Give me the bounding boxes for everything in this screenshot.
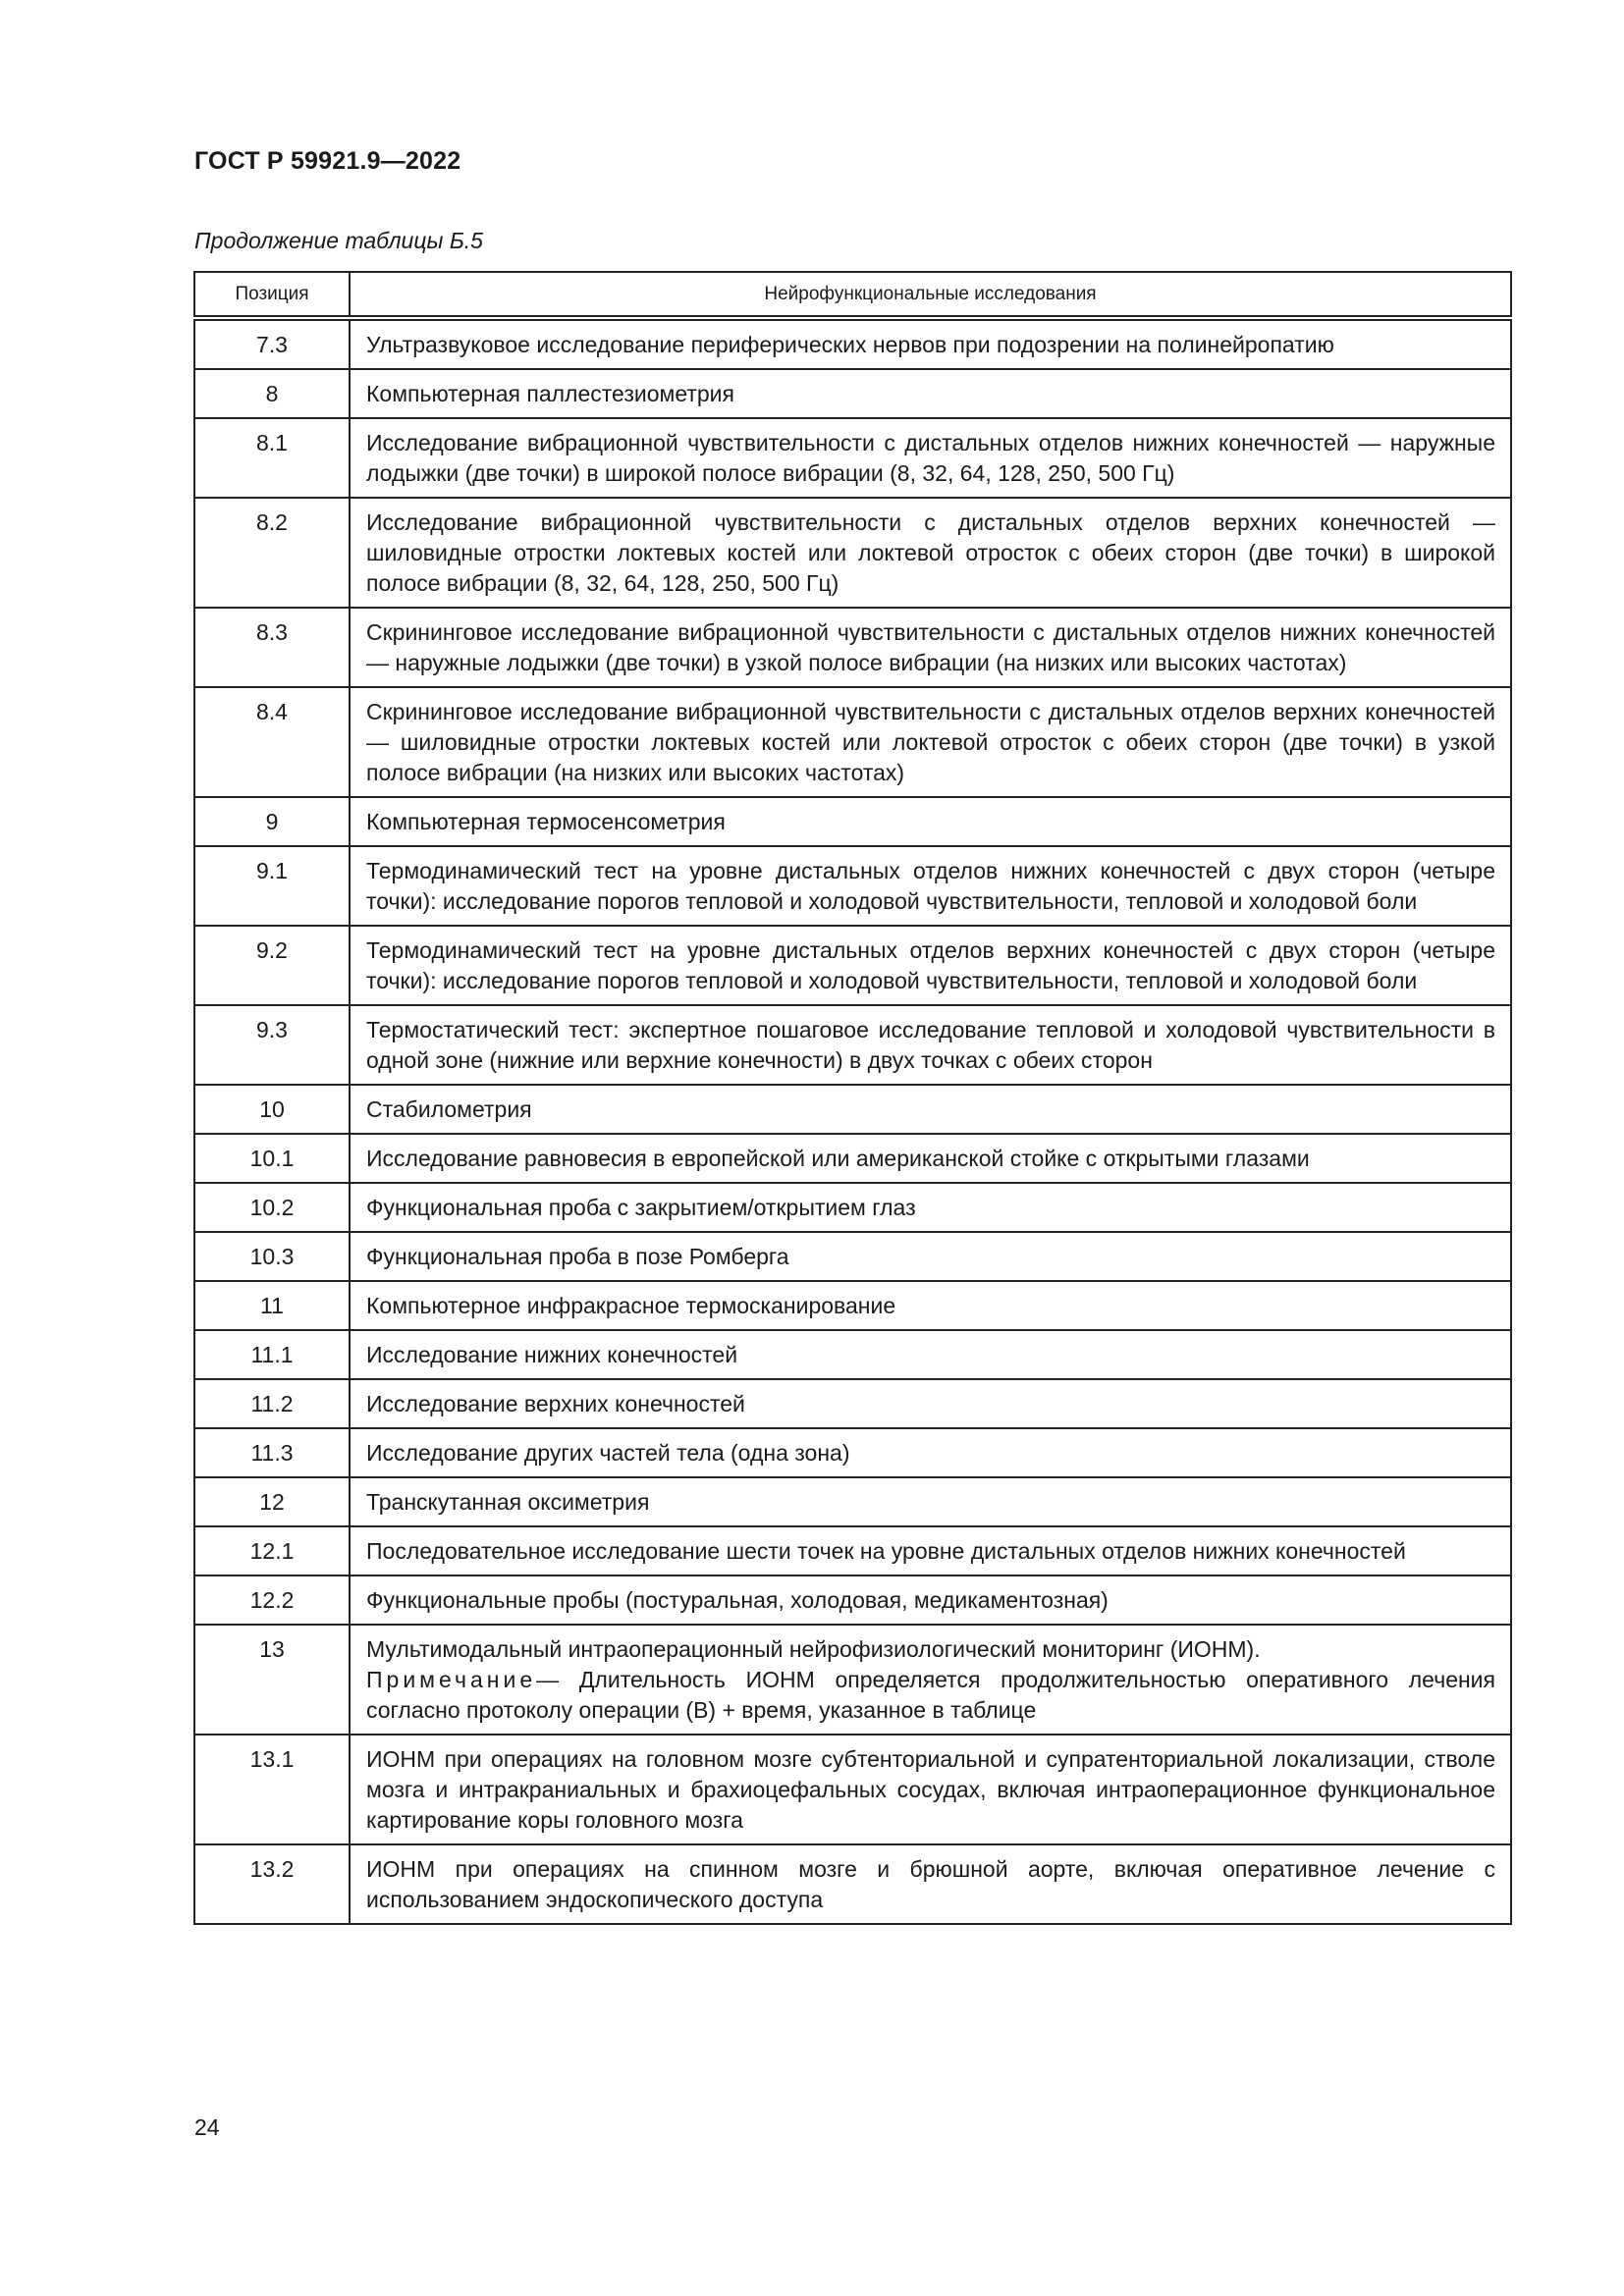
- note-text: — Длительность ИОНМ определяется продолжительностью оперативного лечения согласно протоколу операции (В) + время, указанное в таблице: [366, 1667, 1495, 1723]
- table-row: [194, 498, 1511, 608]
- position-cell: 10: [194, 1085, 350, 1134]
- table-row: [194, 1183, 1511, 1232]
- table-row: [194, 318, 1511, 369]
- table-row: [194, 687, 1511, 797]
- table-row: [194, 1330, 1511, 1379]
- description-cell: Термодинамический тест на уровне дистальных отделов верхних конечностей с двух сторон (четыре точки): исследование порогов тепловой и холодовой чувствительности, тепловой и холодовой боли: [350, 926, 1511, 1005]
- position-cell: 8.1: [194, 418, 350, 498]
- position-cell: 12.2: [194, 1575, 350, 1625]
- position-cell: 9.2: [194, 926, 350, 1005]
- position-cell: 13.2: [194, 1844, 350, 1924]
- description-cell: Стабилометрия: [350, 1085, 1511, 1134]
- description-cell: [350, 1625, 1511, 1735]
- column-header-position: Позиция: [194, 272, 350, 318]
- description-cell: Компьютерная термосенсометрия: [350, 797, 1511, 846]
- position-cell: 13.1: [194, 1735, 350, 1844]
- description-cell: Исследование других частей тела (одна зона): [350, 1428, 1511, 1477]
- position-cell: 8.3: [194, 608, 350, 687]
- table-row: [194, 1575, 1511, 1625]
- table-row: [194, 1005, 1511, 1085]
- description-cell: Исследование вибрационной чувствительности с дистальных отделов верхних конечностей — шиловидные отростки локтевых костей или локтевой отросток с обеих сторон (две точки) в широкой полосе вибрации (8, 32, 64, 128, 250, 500 Гц): [350, 498, 1511, 608]
- table-caption: Продолжение таблицы Б.5: [194, 228, 483, 253]
- position-cell: 9.3: [194, 1005, 350, 1085]
- description-cell: Транскутанная оксиметрия: [350, 1477, 1511, 1526]
- description-cell: Исследование равновесия в европейской или американской стойке с открытыми глазами: [350, 1134, 1511, 1183]
- table-row: [194, 797, 1511, 846]
- description-cell: ИОНМ при операциях на головном мозге субтенториальной и супратенториальной локализации, стволе мозга и интракраниальных и брахиоцефальных сосудах, включая интраоперационное функциональное картирование коры головного мозга: [350, 1735, 1511, 1844]
- table-row: [194, 608, 1511, 687]
- description-cell: Функциональная проба с закрытием/открытием глаз: [350, 1183, 1511, 1232]
- table-row: [194, 846, 1511, 926]
- table-row: [194, 1281, 1511, 1330]
- description-cell: Исследование вибрационной чувствительности с дистальных отделов нижних конечностей — наружные лодыжки (две точки) в широкой полосе вибрации (8, 32, 64, 128, 250, 500 Гц): [350, 418, 1511, 498]
- table-header-row: [194, 272, 1511, 318]
- table-row: [194, 926, 1511, 1005]
- description-cell: ИОНМ при операциях на спинном мозге и брюшной аорте, включая оперативное лечение с использованием эндоскопического доступа: [350, 1844, 1511, 1924]
- description-cell: Термостатический тест: экспертное пошаговое исследование тепловой и холодовой чувствительности в одной зоне (нижние или верхние конечности) в двух точках с обеих сторон: [350, 1005, 1511, 1085]
- position-cell: 8: [194, 369, 350, 418]
- description-cell: Исследование нижних конечностей: [350, 1330, 1511, 1379]
- description-cell: Последовательное исследование шести точек на уровне дистальных отделов нижних конечностей: [350, 1526, 1511, 1575]
- table-row: [194, 369, 1511, 418]
- position-cell: 9.1: [194, 846, 350, 926]
- description-cell: Ультразвуковое исследование периферических нервов при подозрении на полинейропатию: [350, 318, 1511, 369]
- page-number: 24: [194, 2114, 220, 2140]
- position-cell: 11.2: [194, 1379, 350, 1428]
- position-cell: 13: [194, 1625, 350, 1735]
- table-row: [194, 1428, 1511, 1477]
- position-cell: 7.3: [194, 318, 350, 369]
- position-cell: 10.2: [194, 1183, 350, 1232]
- description-cell: Исследование верхних конечностей: [350, 1379, 1511, 1428]
- position-cell: 11.1: [194, 1330, 350, 1379]
- description-cell: Компьютерное инфракрасное термосканирование: [350, 1281, 1511, 1330]
- description-cell: Скрининговое исследование вибрационной чувствительности с дистальных отделов нижних конечностей — наружные лодыжки (две точки) в узкой полосе вибрации (на низких или высоких частотах): [350, 608, 1511, 687]
- services-table: [193, 271, 1512, 1925]
- description-cell: Компьютерная паллестезиометрия: [350, 369, 1511, 418]
- position-cell: 10.1: [194, 1134, 350, 1183]
- position-cell: 9: [194, 797, 350, 846]
- table-row: [194, 1232, 1511, 1281]
- table-row: [194, 1379, 1511, 1428]
- position-cell: 10.3: [194, 1232, 350, 1281]
- table-row: [194, 1134, 1511, 1183]
- position-cell: 12.1: [194, 1526, 350, 1575]
- table-row: [194, 1625, 1511, 1735]
- table-row: [194, 1844, 1511, 1924]
- table-row: [194, 1085, 1511, 1134]
- document-id: ГОСТ Р 59921.9—2022: [194, 147, 461, 175]
- column-header-studies: Нейрофункциональные исследования: [350, 272, 1511, 318]
- position-cell: 11: [194, 1281, 350, 1330]
- note-label: Примечание: [366, 1667, 537, 1692]
- description-cell: Функциональная проба в позе Ромберга: [350, 1232, 1511, 1281]
- description-cell: Термодинамический тест на уровне дистальных отделов нижних конечностей с двух сторон (четыре точки): исследование порогов тепловой и холодовой чувствительности, тепловой и холодовой боли: [350, 846, 1511, 926]
- position-cell: 12: [194, 1477, 350, 1526]
- description-text: Мультимодальный интраоперационный нейрофизиологический мониторинг (ИОНМ).: [366, 1636, 1261, 1662]
- description-cell: Функциональные пробы (постуральная, холодовая, медикаментозная): [350, 1575, 1511, 1625]
- table-row: [194, 418, 1511, 498]
- description-cell: Скрининговое исследование вибрационной чувствительности с дистальных отделов верхних конечностей — шиловидные отростки локтевых костей или локтевой отросток с обеих сторон (две точки) в узкой полосе вибрации (на низких или высоких частотах): [350, 687, 1511, 797]
- position-cell: 8.4: [194, 687, 350, 797]
- table-row: [194, 1526, 1511, 1575]
- table-row: [194, 1735, 1511, 1844]
- position-cell: 11.3: [194, 1428, 350, 1477]
- position-cell: 8.2: [194, 498, 350, 608]
- table-row: [194, 1477, 1511, 1526]
